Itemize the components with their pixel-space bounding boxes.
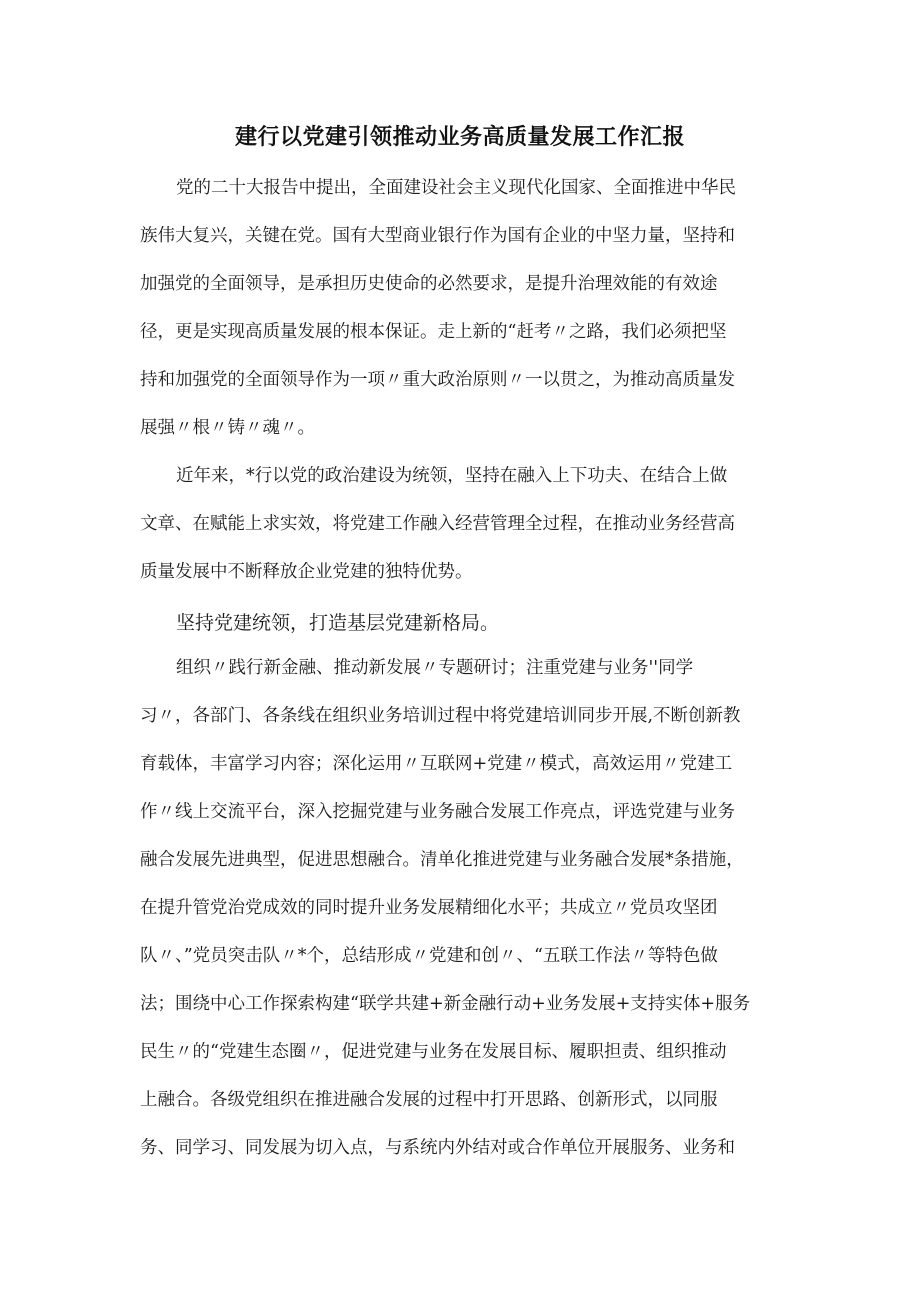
text-line: 持和加强党的全面领导作为一项〃重大政治原则〃一以贯之，为推动高质量发 xyxy=(140,370,735,390)
document-body xyxy=(140,172,780,1180)
paragraph-party-building xyxy=(140,652,780,1180)
section-heading: 坚持党建统领，打造基层党建新格局。 xyxy=(176,612,500,634)
text-line: 法；围绕中心工作探索构建“联学共建+新金融行动+业务发展+支持实体+服务 xyxy=(140,994,751,1014)
text-line: 径，更是实现高质量发展的根本保证。走上新的“赶考〃之路，我们必须把坚 xyxy=(140,322,727,342)
text-line: 作〃线上交流平台，深入挖掘党建与业务融合发展工作亮点，评选党建与业务 xyxy=(140,802,735,822)
text-line: 文章、在赋能上求实效，将党建工作融入经营管理全过程，在推动业务经营高 xyxy=(140,514,735,534)
paragraph-recent-years xyxy=(140,460,780,604)
text-line: 习〃，各部门、各条线在组织业务培训过程中将党建培训同步开展,不断创新教 xyxy=(140,706,741,726)
text-line: 在提升管党治党成效的同时提升业务发展精细化水平；共成立〃党员攻坚团 xyxy=(140,898,718,918)
paragraph-section-heading xyxy=(140,604,780,652)
text-line: 融合发展先进典型，促进思想融合。清单化推进党建与业务融合发展*条措施， xyxy=(140,850,744,870)
text-line: 民生〃的“党建生态圈〃，促进党建与业务在发展目标、履职担责、组织推动 xyxy=(140,1042,727,1062)
text-line: 加强党的全面领导，是承担历史使命的必然要求，是提升治理效能的有效途 xyxy=(140,274,718,294)
text-line: 展强〃根〃铸〃魂〃。 xyxy=(140,418,315,438)
text-line: 质量发展中不断释放企业党建的独特优势。 xyxy=(140,562,473,582)
text-line: 党的二十大报告中提出，全面建设社会主义现代化国家、全面推进中华民 xyxy=(176,178,736,198)
text-line: 近年来，*行以党的政治建设为统领，坚持在融入上下功夫、在结合上做 xyxy=(176,466,728,486)
text-line: 组织〃践行新金融、推动新发展〃专题研讨；注重党建与业务''同学 xyxy=(176,658,694,678)
paragraph-intro xyxy=(140,172,780,460)
text-line: 队〃、”党员突击队〃*个，总结形成〃党建和创〃、“五联工作法〃等特色做 xyxy=(140,946,718,966)
text-line: 上融合。各级党组织在推进融合发展的过程中打开思路、创新形式，以同服 xyxy=(140,1090,718,1110)
text-line: 育载体，丰富学习内容；深化运用〃互联网+党建〃模式，高效运用〃党建工 xyxy=(140,754,733,774)
document-title: 建行以党建引领推动业务高质量发展工作汇报 xyxy=(234,125,685,150)
text-line: 务、同学习、同发展为切入点，与系统内外结对或合作单位开展服务、业务和 xyxy=(140,1138,735,1158)
text-line: 族伟大复兴，关键在党。国有大型商业银行作为国有企业的中坚力量，坚持和 xyxy=(140,226,735,246)
